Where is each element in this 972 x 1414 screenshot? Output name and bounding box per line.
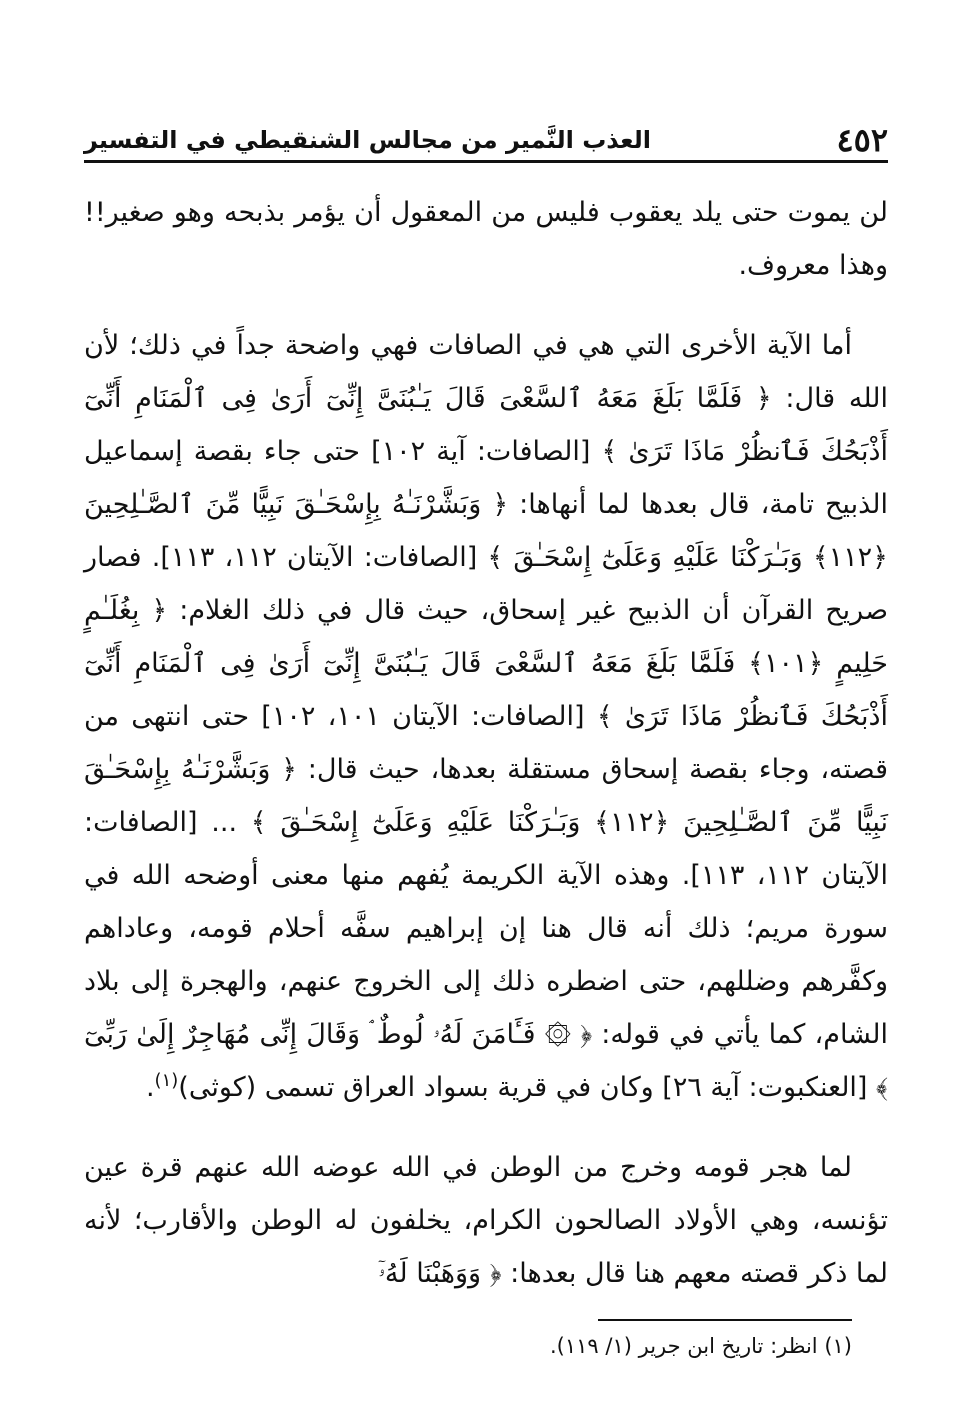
- running-title: العذب النَّمير من مجالس الشنقيطي في التفسير: [84, 126, 651, 154]
- footnote-rule: [598, 1319, 852, 1321]
- paragraph-2-text: أما الآية الأخرى التي هي في الصافات فهي واضحة جداً في ذلك؛ لأن الله قال: ﴿ فَلَمَّا بَلَغَ مَعَهُ ٱلسَّعْىَ قَالَ يَـٰبُنَىَّ إِنِّىٓ أَرَىٰ فِى ٱلْمَنَامِ أَنِّىٓ أَذْبَحُكَ فَٱنظُرْ مَاذَا تَرَىٰ ﴾ [الصافات: آية ١٠٢] حتى جاء بقصة إسماعيل الذبيح تامة، قال بعدها لما أنهاها: ﴿ وَبَشَّرْنَـٰهُ بِإِسْحَـٰقَ نَبِيًّا مِّنَ ٱلصَّـٰلِحِينَ ﴿١١٢﴾ وَبَـٰرَكْنَا عَلَيْهِ وَعَلَىٰٓ إِسْحَـٰقَ ﴾ [الصافات: الآيتان ١١٢، ١١٣]. فصار صريح القرآن أن الذبيح غير إسحاق، حيث قال في ذلك الغلام: ﴿ بِغُلَـٰمٍ حَلِيمٍ ﴿١٠١﴾ فَلَمَّا بَلَغَ مَعَهُ ٱلسَّعْىَ قَالَ يَـٰبُنَىَّ إِنِّىٓ أَرَىٰ فِى ٱلْمَنَامِ أَنِّىٓ أَذْبَحُكَ فَٱنظُرْ مَاذَا تَرَىٰ ﴾ [الصافات: الآيتان ١٠١، ١٠٢] حتى انتهى من قصته، وجاء بقصة إسحاق مستقلة بعدها، حيث قال: ﴿ وَبَشَّرْنَـٰهُ بِإِسْحَـٰقَ نَبِيًّا مِّنَ ٱلصَّـٰلِحِينَ ﴿١١٢﴾ وَبَـٰرَكْنَا عَلَيْهِ وَعَلَىٰٓ إِسْحَـٰقَ ﴾ ... [الصافات: الآيتان ١١٢، ١١٣]. وهذه الآية الكريمة يُفهم منها معنى أوضحه الله في سورة مريم؛ ذلك أنه قال هنا إن إبراهيم سفَّه أحلام قومه، وعاداهم وكفَّرهم وضللهم، حتى اضطره ذلك إلى الخروج عنهم، والهجرة إلى بلاد الشام، كما يأتي في قوله: ﴿ ۞ فَـَٔامَنَ لَهُۥ لُوطٌ ۘ وَقَالَ إِنِّى مُهَاجِرٌ إِلَىٰ رَبِّىٓ ﴾ [العنكبوت: آية ٢٦] وكان في قرية بسواد العراق تسمى (كوثى): [84, 330, 888, 1103]
- page-number: ٤٥٢: [836, 121, 888, 159]
- footnote-marker: (١): [154, 1070, 179, 1091]
- footnote: (١) انظر: تاريخ ابن جرير (١/ ١١٩).: [549, 1334, 852, 1358]
- sentence-end: .: [145, 1072, 155, 1103]
- page-header: [84, 112, 888, 160]
- paragraph-3: لما هجر قومه وخرج من الوطن في الله عوضه الله عنهم قرة عين تؤنسه، وهي الأولاد الصالحون الكرام، يخلفون له الوطن والأقارب؛ لأنه لما ذكر قصته معهم هنا قال بعدها: ﴿ وَوَهَبْنَا لَهُۥٓ: [84, 1152, 888, 1289]
- paragraph-1: لن يموت حتى يلد يعقوب فليس من المعقول أن يؤمر بذبحه وهو صغير!! وهذا معروف.: [84, 197, 888, 281]
- body-text: [84, 186, 888, 1300]
- header-rule: [84, 160, 888, 163]
- paragraph-2: [84, 319, 888, 1114]
